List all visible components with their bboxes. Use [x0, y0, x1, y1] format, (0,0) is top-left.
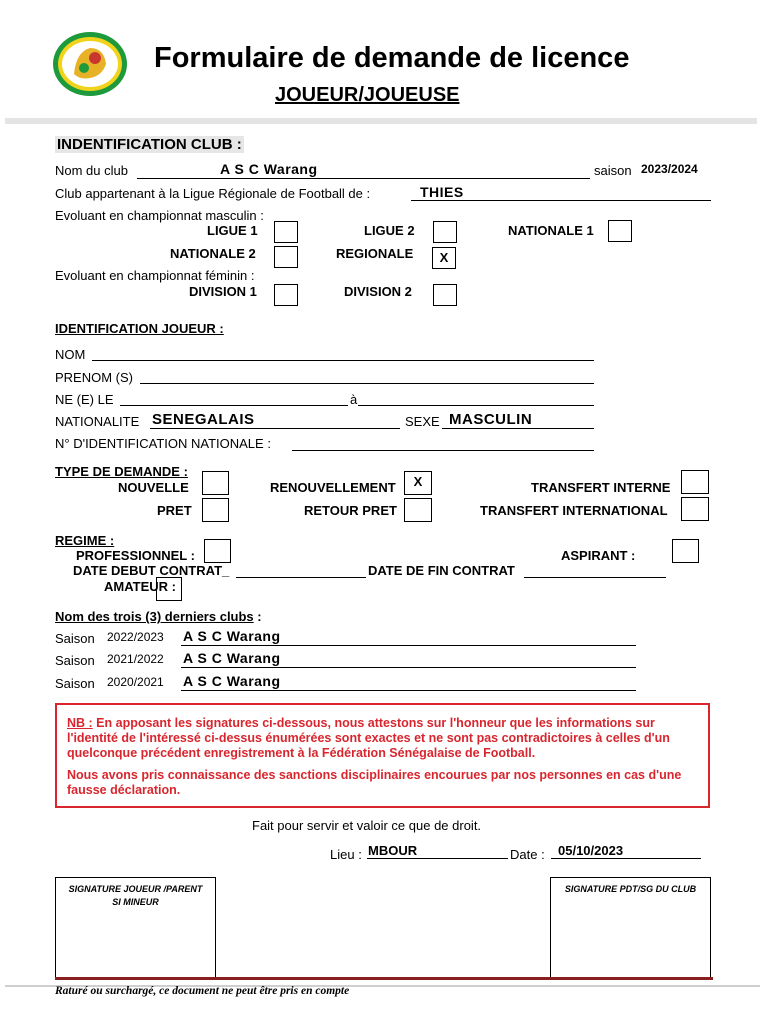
prenom-label: PRENOM (S) [55, 370, 133, 385]
clubs-section-title [55, 609, 262, 624]
aspirant-checkbox[interactable] [672, 539, 699, 563]
player-section-title: IDENTIFICATION JOUEUR : [55, 321, 224, 336]
division2-checkbox[interactable] [433, 284, 457, 306]
date-debut-label: DATE DEBUT CONTRAT_ [73, 563, 230, 578]
ligue2-checkbox[interactable] [433, 221, 457, 243]
date-label: Date : [510, 847, 545, 862]
clubs-section-heading: Nom des trois (3) derniers clubs [55, 609, 254, 624]
player-signature-box[interactable] [55, 877, 216, 979]
league-value[interactable]: THIES [420, 184, 464, 200]
notice-text-1: En apposant les signatures ci-dessous, nous attestons sur l'honneur que les informations sur l'identité de l'intéressé ci-dessus énumérées sont exactes et ne sont pas contradictoires à celles d'un quelconque précédent enregistrement à la Fédération Sénégalaise de Football. [67, 716, 670, 760]
sex-value[interactable]: MASCULIN [449, 411, 533, 428]
club-history-line [181, 645, 636, 646]
transfert-interne-label: TRANSFERT INTERNE [531, 480, 671, 495]
notice-box [55, 703, 710, 808]
female-champ-label: Evoluant en championnat féminin : [55, 268, 255, 283]
club-name-line [137, 178, 590, 179]
nationale1-label: NATIONALE 1 [508, 223, 594, 238]
club-history-name[interactable]: A S C Warang [183, 628, 281, 644]
birthdate-label: NE (E) LE [55, 392, 114, 407]
closing-statement: Fait pour servir et valoir ce que de droit. [252, 818, 482, 833]
club-history-season: 2022/2023 [107, 630, 164, 644]
footer-divider [55, 977, 713, 980]
date-debut-field[interactable] [236, 577, 366, 578]
regime-section-title: REGIME : [55, 533, 115, 548]
clubs-section-colon: : [253, 609, 262, 624]
nouvelle-label: NOUVELLE [118, 480, 189, 495]
nationale1-checkbox[interactable] [608, 220, 632, 242]
renouvellement-checkbox[interactable]: X [404, 471, 432, 495]
club-signature-label: SIGNATURE PDT/SG DU CLUB [564, 884, 697, 894]
regionale-label: REGIONALE [336, 246, 414, 261]
date-fin-label: DATE DE FIN CONTRAT [368, 563, 515, 578]
club-history-line [181, 690, 636, 691]
club-section-title: INDENTIFICATION CLUB : [57, 136, 242, 153]
league-label: Club appartenant à la Ligue Régionale de Football de : [55, 186, 371, 201]
notice-paragraph-1 [67, 716, 698, 761]
nationality-value[interactable]: SENEGALAIS [152, 411, 255, 428]
club-history-season: 2021/2022 [107, 652, 164, 666]
club-name-label: Nom du club [55, 163, 128, 178]
notice-paragraph-2: Nous avons pris connaissance des sanctions disciplinaires encourues par nos personnes en cas d'une fausse déclaration. [67, 768, 682, 797]
amateur-checkbox[interactable] [156, 577, 182, 601]
aspirant-label: ASPIRANT : [561, 548, 636, 563]
sex-label: SEXE [405, 414, 440, 429]
sex-line [442, 428, 594, 429]
birthplace-field[interactable] [358, 405, 594, 406]
club-history-season-label: Saison [55, 653, 95, 668]
retour-pret-label: RETOUR PRET [304, 503, 397, 518]
league-line [411, 200, 711, 201]
male-champ-label: Evoluant en championnat masculin : [55, 208, 264, 223]
division1-label: DIVISION 1 [189, 284, 257, 299]
nb-label: NB : [67, 716, 93, 730]
professionnel-label: PROFESSIONNEL : [76, 548, 195, 563]
nouvelle-checkbox[interactable] [202, 471, 229, 495]
season-label: saison [594, 163, 632, 178]
transfert-interne-checkbox[interactable] [681, 470, 709, 494]
club-history-name[interactable]: A S C Warang [183, 650, 281, 666]
header-divider [5, 118, 757, 124]
player-signature-label: SIGNATURE JOUEUR /PARENT SI MINEUR [68, 884, 203, 907]
nationality-line [150, 428, 400, 429]
birthplace-label: à [350, 392, 358, 407]
transfert-international-checkbox[interactable] [681, 497, 709, 521]
club-signature-box[interactable] [550, 877, 711, 979]
prenom-field[interactable] [140, 383, 594, 384]
lieu-value[interactable]: MBOUR [368, 843, 418, 858]
birthdate-field[interactable] [120, 405, 348, 406]
national-id-label: N° D'IDENTIFICATION NATIONALE : [55, 436, 271, 451]
date-value[interactable]: 05/10/2023 [558, 843, 624, 858]
ligue1-label: LIGUE 1 [207, 223, 258, 238]
pret-checkbox[interactable] [202, 498, 229, 522]
club-name-value[interactable]: A S C Warang [220, 161, 318, 177]
regionale-checkbox[interactable]: X [432, 247, 456, 269]
ligue1-checkbox[interactable] [274, 221, 298, 243]
professionnel-checkbox[interactable] [204, 539, 231, 563]
footer-note: Raturé ou surchargé, ce document ne peut être pris en compte [55, 985, 350, 997]
nationale2-label: NATIONALE 2 [170, 246, 256, 261]
club-history-name[interactable]: A S C Warang [183, 673, 281, 689]
page-subtitle: JOUEUR/JOUEUSE [275, 84, 460, 106]
pret-label: PRET [157, 503, 192, 518]
nom-label: NOM [55, 347, 86, 362]
ligue2-label: LIGUE 2 [364, 223, 415, 238]
transfert-international-label: TRANSFERT INTERNATIONAL [480, 503, 668, 518]
division1-checkbox[interactable] [274, 284, 298, 306]
date-line [551, 858, 701, 859]
date-fin-field[interactable] [524, 577, 666, 578]
club-history-line [181, 667, 636, 668]
club-history-season-label: Saison [55, 631, 95, 646]
federation-logo-icon [50, 30, 130, 98]
season-value[interactable]: 2023/2024 [641, 162, 698, 176]
national-id-field[interactable] [292, 450, 594, 451]
nationality-label: NATIONALITE [55, 414, 140, 429]
nationale2-checkbox[interactable] [274, 246, 298, 268]
club-history-season-label: Saison [55, 676, 95, 691]
lieu-label: Lieu : [330, 847, 362, 862]
nom-field[interactable] [92, 360, 594, 361]
amateur-label: AMATEUR : [104, 579, 176, 594]
division2-label: DIVISION 2 [344, 284, 412, 299]
demande-section-title: TYPE DE DEMANDE : [55, 464, 188, 479]
renouvellement-label: RENOUVELLEMENT [270, 480, 396, 495]
page-title: Formulaire de demande de licence [154, 42, 630, 74]
club-history-season: 2020/2021 [107, 675, 164, 689]
lieu-line [367, 858, 508, 859]
retour-pret-checkbox[interactable] [404, 498, 432, 522]
